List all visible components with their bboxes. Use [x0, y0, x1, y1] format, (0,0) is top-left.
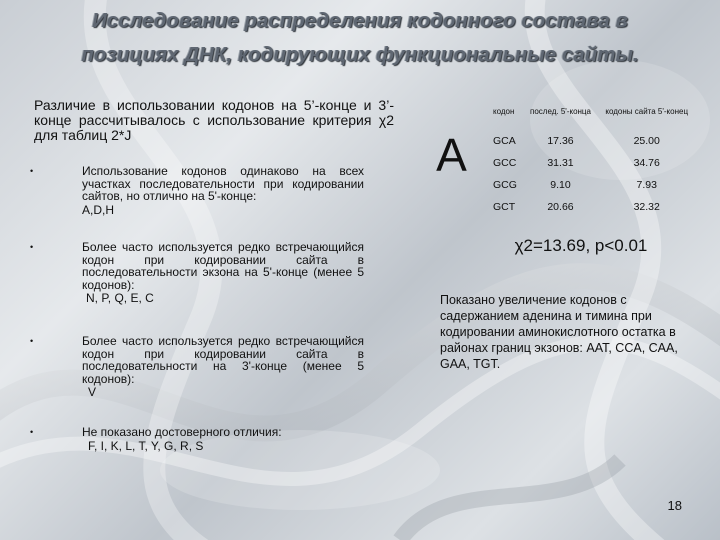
- table-cell: 20.66: [547, 201, 574, 213]
- codon-frequency-table: [485, 93, 696, 218]
- panel-letter: A: [436, 129, 467, 181]
- chi-square-result: χ2=13.69, p<0.01: [514, 236, 648, 255]
- bullet-dot: •: [30, 427, 34, 437]
- table-cell: 7.93: [636, 179, 657, 191]
- summary-text: Показано увеличение кодонов с садержанием аденина и тимина при кодировании аминокислотного остатка в районах границ экзонов: AAT, CCA, CAA, GAA, TGT.: [440, 293, 678, 371]
- table-row: [485, 196, 696, 218]
- bullet-codes: V: [88, 385, 97, 399]
- bullet-text: Использование кодонов одинаково на всех участках последовательности при кодировании сайтов, но отлично на 5'-конце:: [82, 164, 364, 203]
- table-cell: GCC: [493, 157, 517, 169]
- table-row: [485, 152, 696, 174]
- table-header-cell: кодон: [493, 106, 515, 116]
- table-cell: 34.76: [633, 157, 660, 169]
- table-cell: 32.32: [633, 201, 660, 213]
- table-cell: 25.00: [633, 135, 660, 147]
- bullet-dot: •: [30, 166, 34, 176]
- table-row: [485, 174, 696, 196]
- slide-title: [0, 4, 720, 72]
- table-cell: GCA: [493, 135, 516, 147]
- table-cell: GCG: [493, 179, 517, 191]
- bullet-text: Более часто используется редко встречающийся кодон при кодировании сайта в последовательности экзона на 5'-конце (менее 5 кодонов):: [82, 240, 364, 292]
- table-header-cell: послед. 5'-конца: [530, 106, 591, 116]
- table-cell: GCT: [493, 201, 516, 213]
- bullet-dot: •: [30, 242, 34, 252]
- table-row: [485, 130, 696, 152]
- bullet-codes: A,D,H: [82, 202, 115, 217]
- intro-text: Различие в использовании кодонов на 5’-конце и 3’-конце рассчитывалось с использование критерия χ2 для таблиц 2*J: [34, 97, 394, 143]
- bullet-codes: N, P, Q, E, C: [86, 291, 154, 305]
- bullet-text: Не показано достоверного отличия:: [82, 425, 282, 439]
- bullet-text: Более часто используется редко встречающийся кодон при кодировании сайта в последовательности на 3'-конце (менее 5 кодонов):: [82, 334, 364, 386]
- bullet-codes: F, I, K, L, T, Y, G, R, S: [88, 438, 204, 453]
- table-cell: 9.10: [550, 179, 571, 191]
- table-header-row: [485, 93, 696, 130]
- page-number: 18: [667, 498, 682, 513]
- table-cell: 31.31: [547, 157, 574, 169]
- slide-title-line-1: Исследование распределения кодонного состава в: [92, 9, 628, 32]
- slide-title-line-2: позициях ДНК, кодирующих функциональные сайты.: [81, 43, 639, 66]
- table-header-cell: кодоны сайта 5'-конец: [605, 106, 689, 116]
- bullet-dot: •: [30, 336, 34, 346]
- table-cell: 17.36: [547, 135, 574, 147]
